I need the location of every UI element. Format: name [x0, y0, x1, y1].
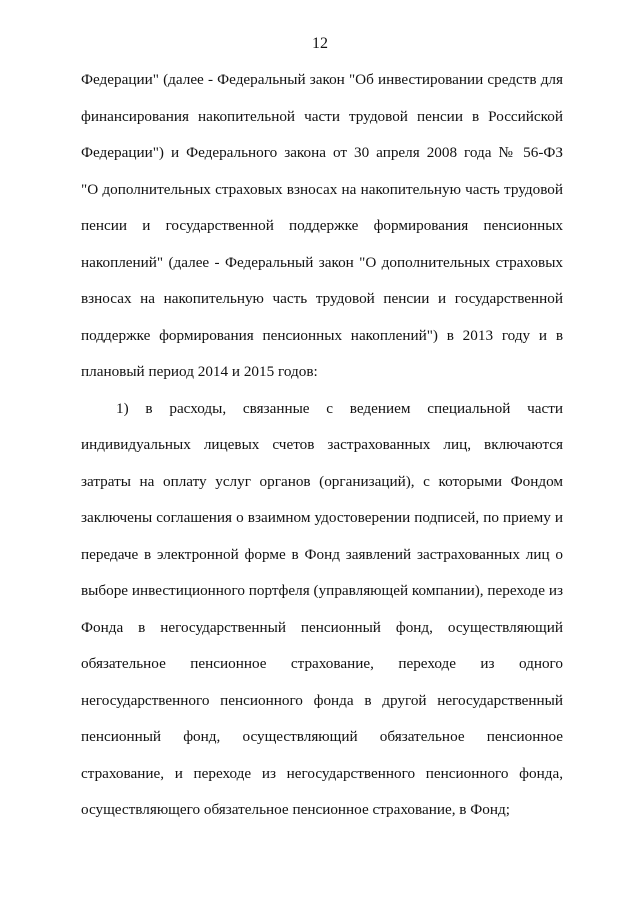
- text-line: страхование, и переходе из негосударственного пенсионного фонда,: [81, 764, 563, 782]
- text-line: поддержке формирования пенсионных накоплений") в 2013 году и в: [81, 326, 563, 344]
- text-line: плановый период 2014 и 2015 годов:: [81, 363, 318, 380]
- body-text: [81, 69, 563, 836]
- text-line: "О дополнительных страховых взносах на накопительную часть трудовой: [81, 180, 563, 198]
- text-line: индивидуальных лицевых счетов застрахованных лиц, включаются: [81, 436, 563, 453]
- text-line: Фонда в негосударственный пенсионный фонд, осуществляющий: [81, 618, 563, 636]
- text-line: негосударственного пенсионного фонда в другой негосударственный: [81, 691, 563, 709]
- text-line: осуществляющего обязательное пенсионное страхование, в Фонд;: [81, 801, 510, 818]
- text-line: накоплений" (далее - Федеральный закон "О дополнительных страховых: [81, 253, 563, 271]
- text-line: Федерации") и Федерального закона от 30 апреля 2008 года № 56-ФЗ: [81, 144, 563, 161]
- paragraph-start-line: 1) в расходы, связанные с ведением специальной части: [116, 399, 563, 417]
- text-line: Федерации" (далее - Федеральный закон "Об инвестировании средств для: [81, 71, 563, 88]
- text-line: пенсии и государственной поддержке формирования пенсионных: [81, 217, 563, 234]
- text-line: затраты на оплату услуг органов (организаций), с которыми Фондом: [81, 472, 563, 490]
- text-line: финансирования накопительной части трудовой пенсии в Российской: [81, 107, 563, 125]
- text-line: взносах на накопительную часть трудовой пенсии и государственной: [81, 290, 563, 307]
- text-line: пенсионный фонд, осуществляющий обязательное пенсионное: [81, 728, 563, 745]
- text-line: выборе инвестиционного портфеля (управляющей компании), переходе из: [81, 582, 563, 599]
- text-line: заключены соглашения о взаимном удостоверении подписей, по приему и: [81, 509, 563, 526]
- text-line: передаче в электронной форме в Фонд заявлений застрахованных лиц о: [81, 545, 563, 563]
- text-line: обязательное пенсионное страхование, переходе из одного: [81, 655, 563, 672]
- page-number: 12: [312, 35, 328, 52]
